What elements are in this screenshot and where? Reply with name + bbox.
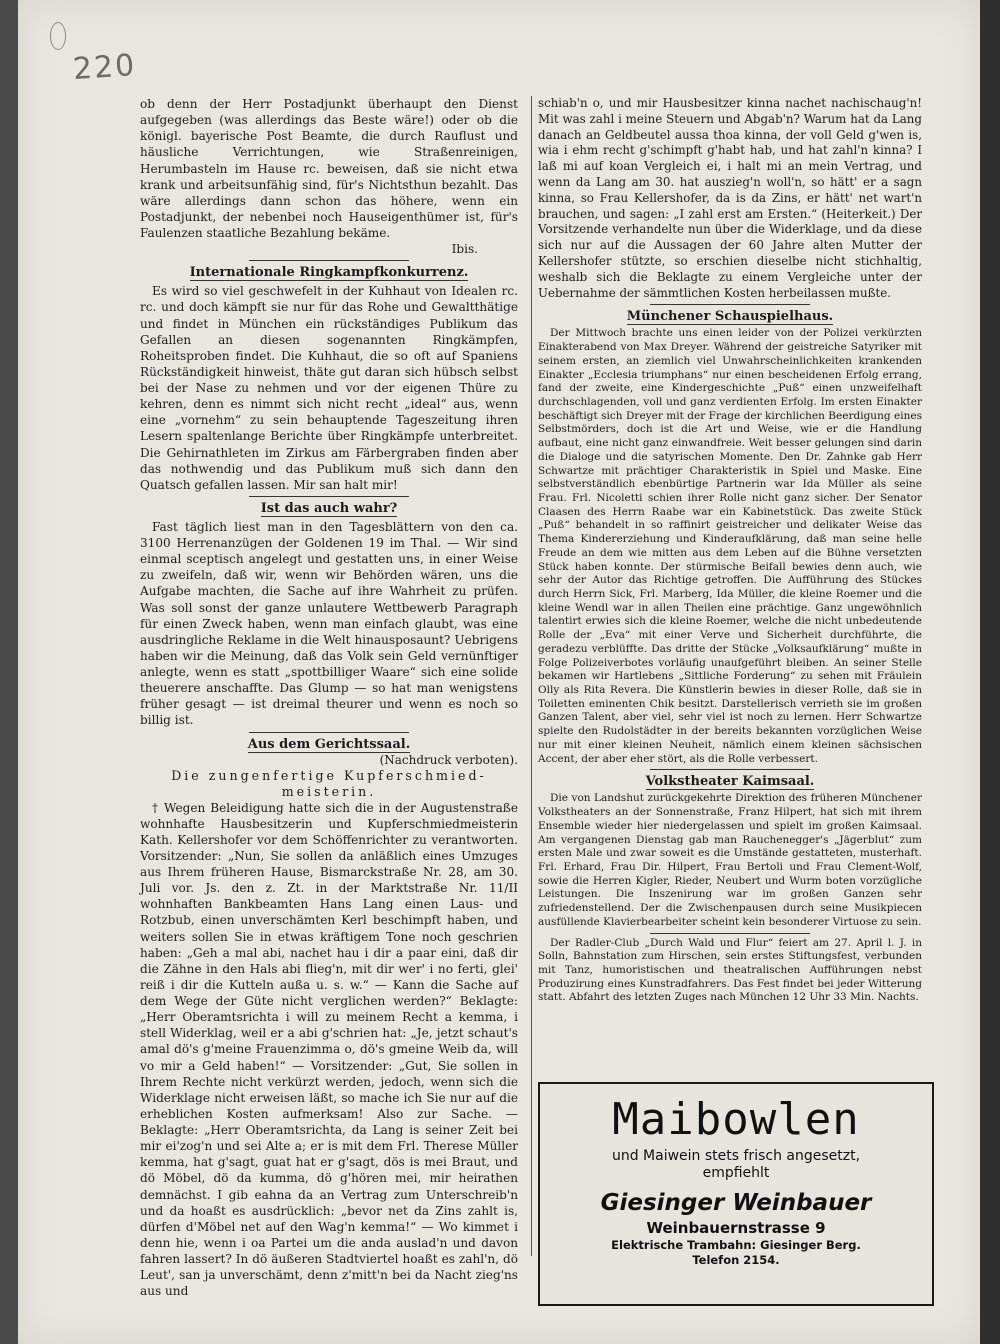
article-heading: Ist das auch wahr?	[260, 500, 398, 516]
separator-rule	[249, 260, 409, 261]
article-paragraph: Der Radler-Club „Durch Wald und Flur“ feiert am 27. April l. J. in Solln, Bahnstation zum Hirschen, sein erstes Stiftungsfest, verbunden mit Tanz, humoristischen und theatralischen Aufführungen nebst Produzirung eines Kunstradfahrers. Das Fest findet bei jeder Witterung statt. Abfahrt des letzten Zuges nach München 12 Uhr 33 Min. Nachts.	[538, 936, 922, 1004]
article-heading: Aus dem Gerichtssaal.	[247, 736, 411, 752]
advertisement-box	[538, 1082, 934, 1306]
article-paragraph: Die von Landshut zurückgekehrte Direktion des früheren Münchener Volkstheaters an der Sonnenstraße, Franz Hilpert, hat sich mit ihrem Ensemble wieder hier niedergelassen und spielt im großen Kaimsaal. Am vergangenen Dienstag gab man Rauchenegger's „Jägerblut“ zum ersten Male und zwar soweit es die Umstände gestatteten, musterhaft. Frl. Erhard, Frau Dir. Hilpert, Frau Bertoli und Frau Clement-Wolf, sowie die Herren Kigler, Rieder, Neubert und Wurm boten vorzügliche Leistungen. Die Inszenirung war im großen Ganzen sehr zufriedenstellend. Der die Zwischenpausen durch seine Musikpiecen ausfüllende Klavierbearbeiter scheint kein besonderer Virtuose zu sein.	[538, 792, 922, 928]
article-paragraph: schiab'n o, und mir Hausbesitzer kinna nachet nachischaug'n! Mit was zahl i meine Steuern und Abgab'n? Warum hat da Lang danach an Geldbeutel aussa thoa kinna, der voll Geld g'wen is, wia i ehm recht g'schimpft g'habt hab, und hat zahl'n kinna? I laß mi auf koan Vergleich ei, i halt mi an mein Vertrag, und wenn da Lang am 30. hat auszieg'n woll'n, so hätt' er a sagn kinna, so Frau Kellershofer, da is da Zins, er hätt' net wart'n brauchen, und sagen: „I zahl erst am Ersten.“ (Heiterkeit.) Der Vorsitzende verhandelte nun über die Widerklage, und da diese sich nur auf die Aussagen der 60 Jahre alten Mutter der Kellershofer stützte, so erschien dieselbe nicht stichhaltig, weshalb sich die Beklagte zu einem Vergleiche unter der Uebernahme der sämmtlichen Kosten herbeilassen mußte.	[538, 96, 922, 300]
ad-tagline: und Maiwein stets frisch angesetzt,	[611, 1148, 861, 1164]
article-heading: Münchener Schauspielhaus.	[626, 309, 834, 325]
article-paragraph: Der Mittwoch brachte uns einen leider von der Polizei verkürzten Einakterabend von Max Dreyer. Während der geistreiche Satyriker mit seinem ersten, an ziemlich viel Unwahrscheinlichkeiten krankenden Einakter „Ecclesia triumphans“ nur einen bescheidenen Erfolg errang, fand der zweite, eine Kindergeschichte „Puß“ einen unzweifelhaft durchschlagenden, voll und ganz verdienten Erfolg. Im ersten Einakter beschäftigt sich Dreyer mit der Frage der kirchlichen Beerdigung eines Selbstmörders, doch ist die Art und Weise, wie er die Handlung aufbaut, eine nicht ganz einwandfreie. Weit besser gelungen sind darin die Dialoge und die satyrischen Momente. Den Dr. Zahnke gab Herr Schwartze mit prächtiger Charakteristik in Spiel und Maske. Eine selbstverständlich ebenbürtige Partnerin war Ida Müller als seine Frau. Frl. Nicoletti schien ihrer Rolle nicht ganz sicher. Der Senator Claasen des Herrn Raabe war ein Kabinetstück. Das zweite Stück „Puß“ behandelt in so raffinirt geistreicher und delikater Weise das Thema Kindererziehung und Kinderaufklärung, daß man seine helle Freude an dem wie mitten aus dem Leben auf die Bühne versetzten Stück haben konnte. Der stürmische Beifall bewies denn auch, wie sehr der Autor das Richtige getroffen. Die Aufführung des Stückes durch Herrn Sick, Frl. Marberg, Ida Müller, die kleine Roemer und die kleine Wendl war in allen Theilen eine prächtige. Ganz ungewöhnlich talentirt erwies sich die kleine Roemer, welche die nicht unbedeutende Rolle der „Eva“ mit einer Verve und Sicherheit durchführte, die geradezu verblüffte. Das dritte der Stücke „Volksaufklärung“ mußte in Folge Polizeiverbotes vorläufig unaufgeführt bleiben. An seiner Stelle bekamen wir Hartlebens „Sittliche Forderung“ zu sehen mit Fräulein Olly als Rita Revera. Die Künstlerin bewies in dieser Rolle, daß sie in Toiletten eminenten Chik besitzt. Darstellerisch verrieth sie im großen Ganzen Talent, aber viel, sehr viel ist noch zu lernen. Herr Schwartze spielte den Rudolstädter in der bereits bekannten vorzüglichen Weise nur mit einer kleinen Neuheit, nämlich einem kleinen sächsischen Accent, der aber eher stört, als die Rolle verbessert.	[538, 327, 922, 765]
article-paragraph: Fast täglich liest man in den Tagesblättern von den ca. 3100 Herrenanzügen der Goldenen 19 im Thal. — Wir sind einmal sceptisch angelegt und gestatten uns, in einer Weise zu zweifeln, daß wir, wenn wir Behörden wären, uns die Aufgabe machten, die Sache auf ihre Wahrheit zu prüfen. Was soll sonst der ganze unlautere Wettbewerb Paragraph für einen Zweck haben, wenn man einfach glaubt, was eine ausdringliche Reklame in die Welt hinausposaunt? Uebrigens haben wir die Meinung, daß das Volk sein Geld vernünftiger anlegte, wenn es statt „spottbilliger Waare“ sich eine solide theuerere anschaffte. Das Glump — so hat man wenigstens früher gesagt — ist dreimal theurer und wenn es noch so billig ist.	[140, 519, 518, 728]
article-subheading: meisterin.	[281, 783, 377, 799]
scan-edge	[980, 0, 1000, 1344]
ad-tram-info: Elektrische Trambahn: Giesinger Berg.	[611, 1238, 861, 1252]
left-column	[140, 96, 518, 1299]
separator-rule	[650, 933, 810, 934]
separator-rule	[249, 732, 409, 733]
separator-rule	[650, 304, 810, 305]
ad-tagline: empfiehlt	[702, 1165, 770, 1181]
article-heading: Volkstheater Kaimsaal.	[645, 774, 815, 790]
ad-title: Maibowlen	[612, 1094, 860, 1145]
article-subheading: Die zungenfertige Kupferschmied-	[171, 767, 487, 783]
reprint-note: (Nachdruck verboten).	[379, 752, 518, 767]
separator-rule	[249, 496, 409, 497]
page-number: 220	[71, 47, 138, 88]
ad-shop-name: Giesinger Weinbauer	[600, 1190, 872, 1216]
article-paragraph: Es wird so viel geschwefelt in der Kuhhaut von Idealen rc. rc. und doch kämpft sie nur für das Rohe und Gewaltthätige und findet in München ein rückständiges Publikum das Gefallen an diesen sogenannten Ringkämpfen, Roheitsproben findet. Die Kuhhaut, die so oft auf Spaniens Rückständigkeit hinweist, thäte gut daran sich hübsch selbst bei der Nase zu nehmen und vor der eigenen Thüre zu kehren, denn es nimmt sich nicht recht „ideal“ aus, wenn eine „vornehm“ zu sein behauptende Tageszeitung ihren Lesern spaltenlange Berichte über Ringkämpfe unterbreitet. Die Gehirnathleten im Zirkus am Färbergraben finden aber das nothwendig und das Publikum muß sich dann den Quatsch gefallen lassen. Mir san halt mir!	[140, 284, 518, 492]
article-heading: Internationale Ringkampfkonkurrenz.	[189, 265, 469, 281]
column-divider	[531, 96, 532, 1256]
right-column	[538, 96, 922, 1005]
article-paragraph: † Wegen Beleidigung hatte sich die in der Augustenstraße wohnhafte Hausbesitzerin und Kupferschmiedmeisterin Kath. Kellershofer vor dem Schöffenrichter zu verantworten. Vorsitzender: „Nun, Sie sollen da anläßlich eines Umzuges aus Ihrem früheren Hause, Bismarckstraße Nr. 28, am 30. Juli vor. Js. den z. Zt. in der Marktstraße Nr. 11/II wohnhaften Bankbeamten Hans Lang einen Laus- und Rotzbub, einen unverschämten Kerl beschimpft haben, und weiters sollen Sie in etwas kräftigem Tone noch geschrien haben: „Geh a mal abi, nachet hau i dir a paar eini, daß dir die Zähne in den Hals abi flieg'n, mit dir wer' i no ferti, glei' reiß i dir die Kutteln außa u. s. w.“ — Kann die Sache auf dem Wege der Güte nicht verglichen werden?“ Beklagte: „Herr Oberamtsrichta i will zu meinem Recht a kemma, i stell Widerklag, weil er a abi g'schrien hat: „Je, jetzt schaut's amal dö's g'meine Frauenzimma o, dö's gmeine Weib da, will vo mir a Geld haben!“ — Vorsitzender: „Gut, Sie sollen in Ihrem Rechte nicht verkürzt werden, jedoch, wenn sich die Widerklage nicht erweisen läßt, so mache ich Sie nur auf die erheblichen Kosten aufmerksam! Also zur Sache. — Beklagte: „Herr Oberamtsrichta, da Lang is seiner Zeit bei mir ei'zog'n und sei Alte a; er is mit dem Frl. Therese Müller kemma, hat g'sagt, guat hat er g'sagt, dös is mei Braut, und dö Möbel, dö da kumma, dö g'hören mei, mir heirathen demnächst. I gib eahna da an Vertrag zum Unterschreib'n und da hoaßt es ausdrücklich: „bevor net da Zins zahlt is, dürfen d'Möbel net auf den Wag'n kemma!“ — Wo kimmet i denn hie, wenn i oa Partei um die anda auslad'n und davon fahren lassert? In dö äußeren Stadtviertel hoaßt es zahl'n, dö Leut', san ja unverschämt, denn z'mitt'n bei da Nacht zieg'ns aus und	[140, 800, 518, 1299]
article-paragraph: ob denn der Herr Postadjunkt überhaupt den Dienst aufgegeben (was allerdings das Beste wäre!) oder ob die königl. bayerische Post Beamte, die durch Rauflust und häusliche Verrichtungen, wie Straßenreinigen, Herumbasteln im Hause rc. beweisen, daß sie nicht etwa krank und arbeitsunfähig sind, für's Nichtsthun bezahlt. Das wäre allerdings dann schon das höhere, wenn ein Postadjunkt, der nebenbei noch Hauseigenthümer ist, für's Faulenzen staatliche Bezahlung bekäme.	[140, 97, 518, 240]
ad-phone: Telefon 2154.	[692, 1253, 780, 1267]
author-signature: Ibis.	[451, 242, 478, 257]
separator-rule	[650, 769, 810, 770]
ad-address: Weinbauernstrasse 9	[646, 1219, 826, 1237]
corner-pencil-mark	[50, 22, 66, 50]
